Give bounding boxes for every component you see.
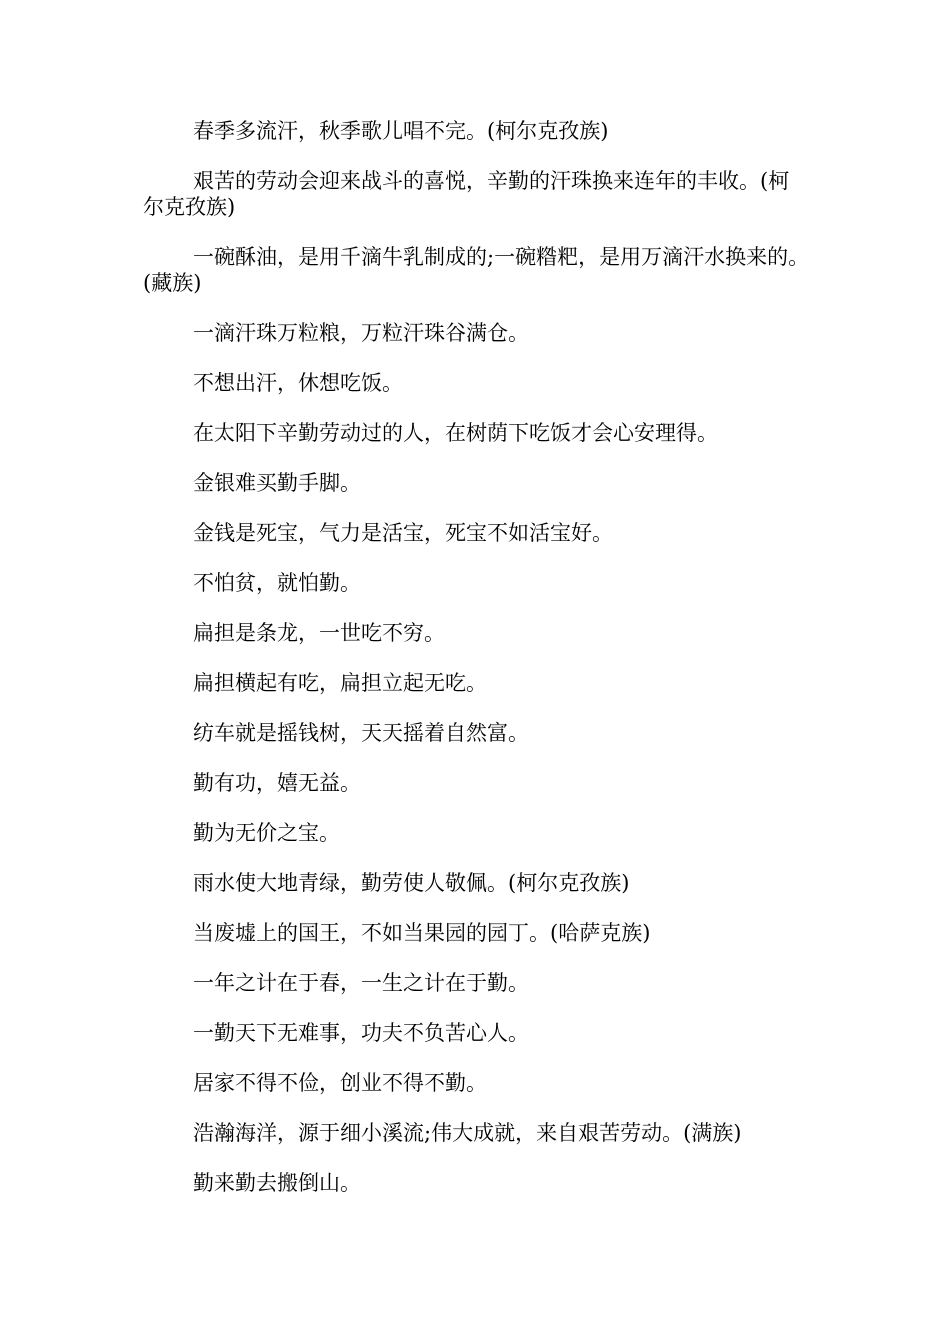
proverb-paragraph: 当废墟上的国王，不如当果园的园丁。(哈萨克族)	[193, 921, 651, 945]
proverb-paragraph: 勤有功，嬉无益。	[193, 771, 361, 795]
proverb-paragraph: 一碗酥油，是用千滴牛乳制成的;一碗糌粑，是用万滴汗水换来的。(藏族)	[143, 245, 810, 295]
proverb-paragraph: 金银难买勤手脚。	[193, 471, 361, 495]
proverb-paragraph: 纺车就是摇钱树，天天摇着自然富。	[193, 721, 529, 745]
proverb-paragraph: 扁担横起有吃，扁担立起无吃。	[193, 671, 487, 695]
proverb-paragraph: 扁担是条龙，一世吃不穷。	[193, 621, 445, 645]
proverb-paragraph: 勤来勤去搬倒山。	[193, 1171, 361, 1195]
proverb-paragraph: 不想出汗，休想吃饭。	[193, 371, 403, 395]
proverb-paragraph: 勤为无价之宝。	[193, 821, 340, 845]
proverb-paragraph: 居家不得不俭，创业不得不勤。	[193, 1071, 487, 1095]
proverb-paragraph: 雨水使大地青绿，勤劳使人敬佩。(柯尔克孜族)	[193, 871, 630, 895]
proverb-paragraph: 在太阳下辛勤劳动过的人，在树荫下吃饭才会心安理得。	[193, 421, 718, 445]
proverb-paragraph: 春季多流汗，秋季歌儿唱不完。(柯尔克孜族)	[193, 119, 609, 143]
proverb-paragraph: 艰苦的劳动会迎来战斗的喜悦，辛勤的汗珠换来连年的丰收。(柯尔克孜族)	[143, 169, 790, 219]
proverb-paragraph: 一滴汗珠万粒粮，万粒汗珠谷满仓。	[193, 321, 529, 345]
proverb-paragraph: 金钱是死宝，气力是活宝，死宝不如活宝好。	[193, 521, 613, 545]
proverb-paragraph: 不怕贫，就怕勤。	[193, 571, 361, 595]
proverb-paragraph: 浩瀚海洋，源于细小溪流;伟大成就，来自艰苦劳动。(满族)	[193, 1121, 742, 1145]
proverb-paragraph: 一年之计在于春，一生之计在于勤。	[193, 971, 529, 995]
proverb-paragraph: 一勤天下无难事，功夫不负苦心人。	[193, 1021, 529, 1045]
